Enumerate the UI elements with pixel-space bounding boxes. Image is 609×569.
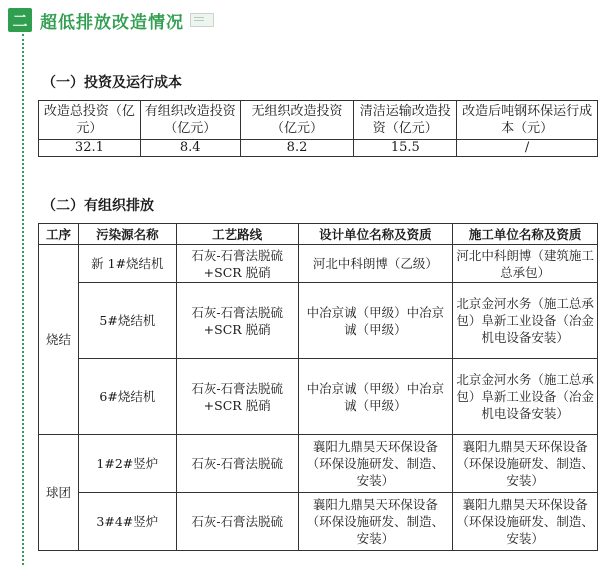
construction-cell: 襄阳九鼎昊天环保设备（环保设施研发、制造、安装） <box>453 435 598 493</box>
process-cell-pellet: 球团 <box>39 435 79 551</box>
table-row <box>39 435 598 493</box>
process-cell-sintering: 烧结 <box>39 245 79 435</box>
header-design-unit: 设计单位名称及资质 <box>298 224 453 245</box>
header-process: 工序 <box>39 224 79 245</box>
dotted-guide-line <box>22 34 24 565</box>
section-header <box>8 8 214 32</box>
table-row <box>39 359 598 435</box>
investment-table <box>38 100 598 157</box>
header-total-investment: 改造总投资（亿元） <box>39 101 141 140</box>
subsection-title-organized: （二）有组织排放 <box>42 198 154 214</box>
header-source: 污染源名称 <box>78 224 176 245</box>
design-cell: 河北中科朗博（乙级） <box>298 245 453 283</box>
route-cell: 石灰-石膏法脱硫 <box>176 435 298 493</box>
table-row <box>39 245 598 283</box>
design-cell: 襄阳九鼎昊天环保设备（环保设施研发、制造、安装） <box>298 435 453 493</box>
table-row <box>39 283 598 359</box>
construction-cell: 北京金河水务（施工总承包）阜新工业设备（冶金机电设备安装） <box>453 283 598 359</box>
source-cell: 新 1#烧结机 <box>78 245 176 283</box>
header-operating-cost: 改造后吨钢环保运行成本（元） <box>457 101 598 140</box>
construction-cell: 北京金河水务（施工总承包）阜新工业设备（冶金机电设备安装） <box>453 359 598 435</box>
route-cell: 石灰-石膏法脱硫+SCR 脱硝 <box>176 359 298 435</box>
header-construction-unit: 施工单位名称及资质 <box>453 224 598 245</box>
value-operating-cost: / <box>457 140 598 157</box>
value-unorganized-investment: 8.2 <box>240 140 354 157</box>
table-row <box>39 493 598 551</box>
design-cell: 中冶京诚（甲级）中冶京诚（甲级） <box>298 359 453 435</box>
value-clean-transport-investment: 15.5 <box>354 140 457 157</box>
route-cell: 石灰-石膏法脱硫+SCR 脱硝 <box>176 283 298 359</box>
design-cell: 襄阳九鼎昊天环保设备（环保设施研发、制造、安装） <box>298 493 453 551</box>
construction-cell: 河北中科朗博（建筑施工总承包） <box>453 245 598 283</box>
subsection-title-investment: （一）投资及运行成本 <box>42 75 182 91</box>
route-cell: 石灰-石膏法脱硫+SCR 脱硝 <box>176 245 298 283</box>
value-organized-investment: 8.4 <box>140 140 240 157</box>
source-cell: 3#4#竖炉 <box>78 493 176 551</box>
header-clean-transport-investment: 清洁运输改造投资（亿元） <box>354 101 457 140</box>
organized-emission-table <box>38 223 598 551</box>
header-organized-investment: 有组织改造投资（亿元） <box>140 101 240 140</box>
source-cell: 6#烧结机 <box>78 359 176 435</box>
design-cell: 中冶京诚（甲级）中冶京诚（甲级） <box>298 283 453 359</box>
header-unorganized-investment: 无组织改造投资（亿元） <box>240 101 354 140</box>
value-total-investment: 32.1 <box>39 140 141 157</box>
decoration-icon <box>190 13 214 27</box>
construction-cell: 襄阳九鼎昊天环保设备（环保设施研发、制造、安装） <box>453 493 598 551</box>
header-route: 工艺路线 <box>176 224 298 245</box>
source-cell: 1#2#竖炉 <box>78 435 176 493</box>
source-cell: 5#烧结机 <box>78 283 176 359</box>
section-number-badge: 二 <box>8 8 32 32</box>
route-cell: 石灰-石膏法脱硫 <box>176 493 298 551</box>
section-title: 超低排放改造情况 <box>40 12 184 33</box>
